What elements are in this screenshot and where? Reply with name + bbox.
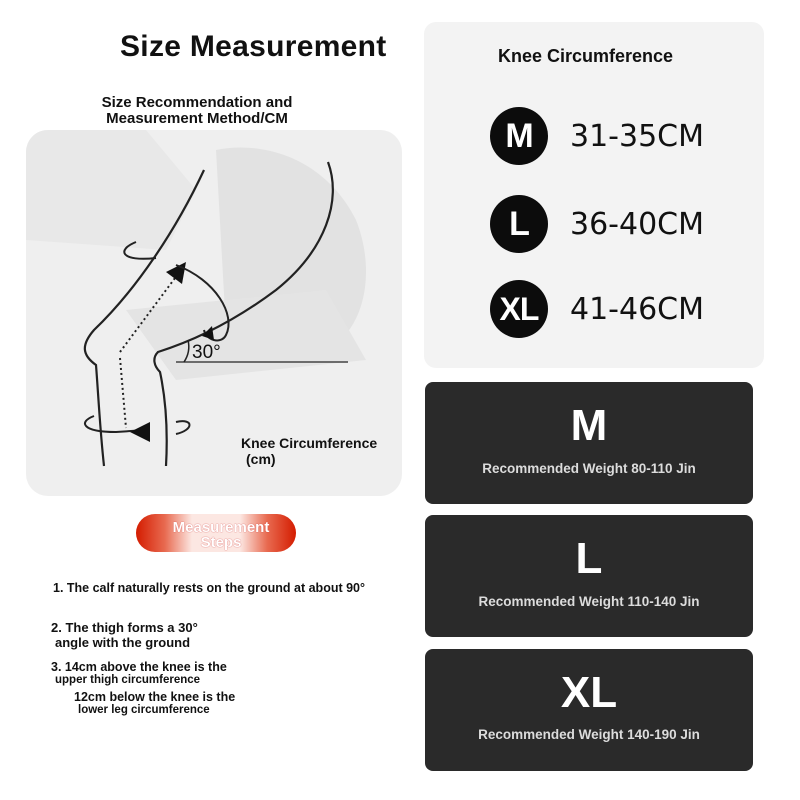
size-row-m	[490, 106, 704, 166]
lower-rotation-arrowhead	[130, 422, 150, 442]
size-range-l: 36-40CM	[570, 206, 705, 242]
method-subtitle-line2: Measurement Method/CM	[106, 110, 288, 127]
angle-label: 30°	[192, 342, 221, 363]
step-2-line2: angle with the ground	[55, 635, 191, 650]
knee-label-line1: Knee Circumference	[241, 435, 378, 451]
step-4-line1: 12cm below the knee is the	[74, 690, 236, 704]
method-subtitle	[82, 95, 312, 127]
step-4-line2: lower leg circumference	[78, 704, 210, 716]
step-3-line2: upper thigh circumference	[55, 674, 201, 686]
page-title: Size Measurement	[120, 30, 387, 63]
weight-card-l-text: Recommended Weight 110-140 Jin	[478, 594, 700, 609]
size-range-m: 31-35CM	[570, 118, 705, 154]
weight-card-l-size: L	[575, 534, 603, 583]
measurement-steps-badge	[136, 514, 296, 552]
weight-card-m-text: Recommended Weight 80-110 Jin	[482, 461, 696, 476]
knee-label-line2: (cm)	[246, 451, 276, 467]
size-circle-m: M	[490, 107, 548, 165]
weight-card-l	[425, 515, 753, 637]
lower-rotation-curve	[176, 421, 190, 434]
knee-circumference-label	[241, 435, 377, 467]
calf-measure-line	[120, 358, 126, 428]
step-2-line1: 2. The thigh forms a 30°	[51, 620, 198, 635]
weight-card-xl	[425, 649, 753, 771]
knee-panel-title: Knee Circumference	[498, 46, 674, 66]
step-1: 1. The calf naturally rests on the ground at about 90°	[53, 581, 365, 595]
step-3-line1: 3. 14cm above the knee is the	[51, 660, 227, 674]
weight-card-m	[425, 382, 753, 504]
size-circle-xl: XL	[490, 280, 548, 338]
size-circle-l: L	[490, 195, 548, 253]
weight-card-xl-text: Recommended Weight 140-190 Jin	[478, 727, 700, 742]
method-subtitle-line1: Size Recommendation and	[101, 94, 293, 111]
weight-card-m-size: M	[570, 401, 608, 450]
size-row-l	[490, 194, 704, 254]
size-range-xl: 41-46CM	[570, 291, 705, 327]
background-thigh-shape	[126, 290, 366, 380]
weight-card-xl-size: XL	[560, 668, 618, 717]
measurement-steps-label: Measurement Steps	[172, 519, 270, 551]
size-row-xl	[490, 279, 704, 339]
